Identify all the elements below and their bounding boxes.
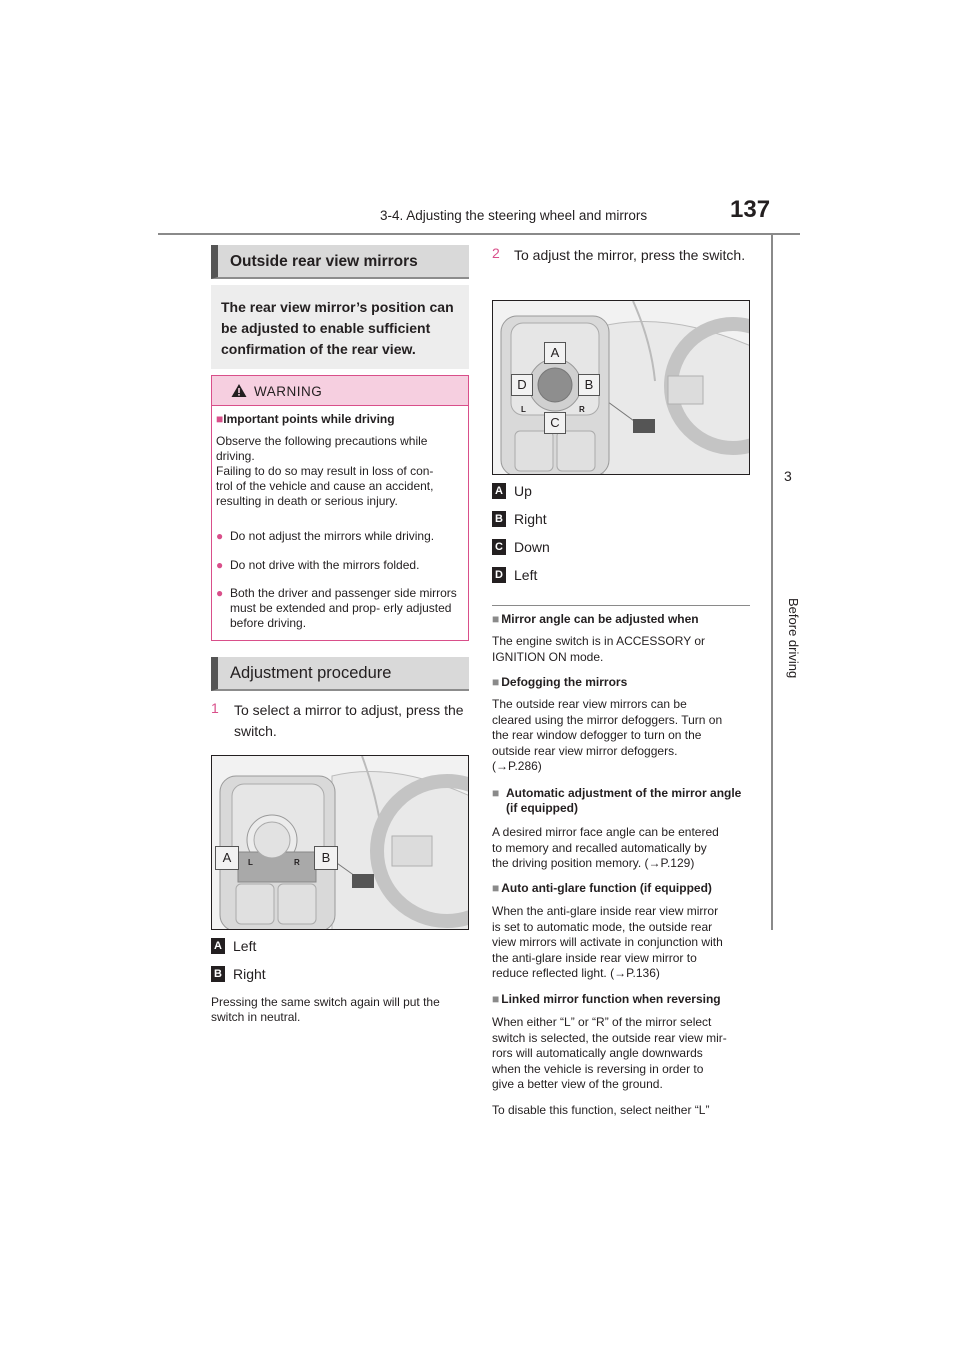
step-text: To select a mirror to adjust, press the switch.: [234, 702, 464, 739]
switch-drawing: [212, 756, 469, 930]
info-heading: ■ Linked mirror function when reversing: [492, 992, 721, 1006]
section-divider: [492, 605, 750, 606]
chapter-number: 3: [784, 468, 792, 484]
bullet-icon: ●: [216, 558, 224, 572]
square-bullet-icon: ■: [492, 881, 500, 895]
step-text: To adjust the mirror, press the switch.: [514, 247, 746, 263]
section-heading-outside-mirrors: Outside rear view mirrors: [211, 245, 469, 279]
bullet-icon: ●: [216, 529, 224, 543]
mirror-adjust-switch-illustration: [492, 300, 750, 475]
section-heading-adjustment: Adjustment procedure: [211, 657, 469, 691]
callout-b: B: [578, 374, 600, 396]
legend-text: Left: [233, 938, 257, 954]
info-body: The engine switch is in ACCESSORY or IGNITION ON mode.: [492, 634, 705, 664]
mirror-select-switch-illustration: [211, 755, 469, 930]
chapter-title: Before driving: [786, 598, 801, 679]
legend-key: A: [211, 938, 225, 954]
square-bullet-icon: ■: [492, 786, 500, 800]
square-bullet-icon: ■: [492, 992, 500, 1006]
info-body: When either “L” or “R” of the mirror select switch is selected, the outside rear view mir- rors will automatically angle downwards when the vehicle is reversing in order to give a better view of the ground.: [492, 1015, 727, 1091]
legend-text: Left: [514, 567, 538, 583]
legend-key: D: [492, 567, 506, 583]
step-number: 2: [492, 245, 500, 261]
info-heading: ■ Mirror angle can be adjusted when: [492, 612, 699, 626]
info-heading: ■ Defogging the mirrors: [492, 675, 628, 689]
warning-box: [211, 375, 469, 641]
note-text: Pressing the same switch again will put the switch in neutral.: [211, 995, 440, 1024]
chapter-tab-bar: [771, 235, 773, 930]
legend-key: B: [492, 511, 506, 527]
info-body: The outside rear view mirrors can be cleared using the mirror defoggers. Turn on the rear window defogger to turn on the outside rear view mirror defoggers. (→P.286): [492, 697, 723, 773]
warning-item: ● Both the driver and passenger side mirrors must be extended and prop- erly adjusted before driving.: [216, 586, 457, 630]
legend-key: C: [492, 539, 506, 555]
callout-d: D: [511, 374, 533, 396]
warning-header: [212, 376, 468, 406]
bullet-icon: ●: [216, 586, 224, 600]
warning-item: ● Do not drive with the mirrors folded.: [216, 558, 420, 572]
square-bullet-icon: ■: [492, 612, 500, 626]
switch-letter-l: L: [521, 405, 526, 414]
square-bullet-icon: ■: [492, 675, 500, 689]
callout-a: A: [215, 846, 239, 870]
switch-letter-r: R: [294, 858, 300, 867]
warning-label: WARNING: [254, 384, 323, 399]
legend-text: Down: [514, 539, 550, 555]
info-body: When the anti-glare inside rear view mirror is set to automatic mode, the outside rear view mirrors will activate in conjunction with the anti-glare inside rear view mirror to reduce reflected light. (→P.136): [492, 904, 723, 980]
callout-b: B: [314, 846, 338, 870]
warning-subheading: ■Important points while driving: [216, 412, 395, 426]
warning-body: Observe the following precautions while driving. Failing to do so may result in loss of con- trol of the vehicle and cause an accident, resulting in death or serious injury.: [216, 434, 434, 508]
intro-text: The rear view mirror’s position can be adjusted to enable sufficient confirmation of the rear view.: [211, 285, 469, 369]
info-heading: ■ Auto anti-glare function (if equipped): [492, 881, 712, 895]
legend-key: B: [211, 966, 225, 982]
callout-a: A: [544, 342, 566, 364]
info-body: A desired mirror face angle can be entered to memory and recalled automatically by the driving position memory. (→P.129): [492, 825, 719, 870]
warning-item: ● Do not adjust the mirrors while driving.: [216, 529, 435, 543]
info-heading: ■ Automatic adjustment of the mirror angle (if equipped): [492, 786, 742, 815]
legend-text: Right: [233, 966, 266, 982]
switch-letter-l: L: [248, 858, 253, 867]
running-header: 3-4. Adjusting the steering wheel and mirrors: [380, 208, 648, 223]
legend-text: Right: [514, 511, 547, 527]
legend-key: A: [492, 483, 506, 499]
page-number: 137: [730, 196, 771, 223]
switch-letter-r: R: [579, 405, 585, 414]
final-line: To disable this function, select neither “L”: [492, 1103, 710, 1117]
header-rule: [158, 233, 800, 235]
callout-c: C: [544, 412, 566, 434]
warning-triangle-icon: [231, 383, 247, 398]
legend-text: Up: [514, 483, 532, 499]
step-number: 1: [211, 700, 219, 716]
